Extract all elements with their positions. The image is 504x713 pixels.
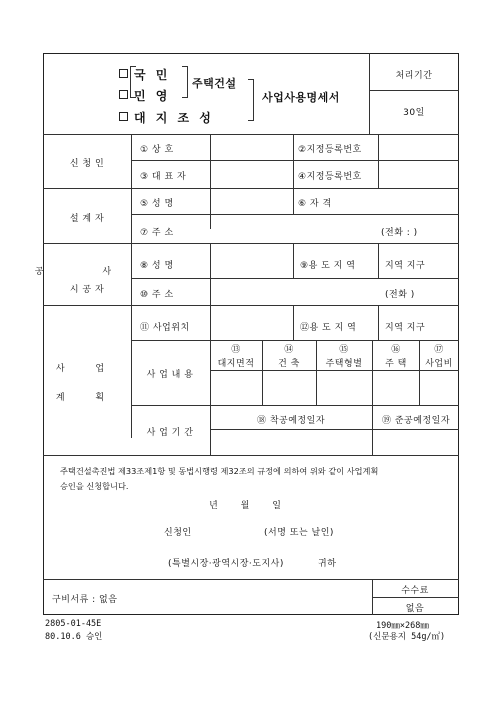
col-num: ⑮	[339, 345, 349, 355]
field-reg-no-4: ④지정등록번호	[298, 172, 362, 182]
checkbox-private[interactable]	[119, 90, 128, 99]
designer-label: 설 계 자	[69, 214, 105, 224]
paper-size: 190㎜×268㎜	[376, 621, 429, 631]
signature-note: (서명 또는 날인)	[264, 528, 334, 538]
fee-label: 수수료	[401, 586, 429, 596]
field-location: ⑪ 사업위치	[140, 323, 190, 333]
required-docs: 구비서류 : 없음	[52, 595, 118, 605]
project-zone: 지역 지구	[385, 323, 426, 333]
statement-line-1: 주택건설촉진법 제33조제1항 및 동법시행령 제32조의 규정에 의하여 위와 같이 사업계획	[60, 466, 379, 476]
designer-phone: (전화 : )	[381, 228, 418, 238]
contractor-label-1: 공 사	[34, 267, 140, 277]
col-name: 주 택	[385, 359, 407, 369]
col-name: 사업비	[425, 359, 453, 369]
field-designer-name: ⑤ 성 명	[140, 199, 174, 209]
col-name: 건 축	[278, 359, 300, 369]
bracket-right	[248, 79, 254, 121]
bracket-mid	[182, 66, 188, 98]
applicant-label: 신 청 인	[69, 159, 105, 169]
checkbox-land[interactable]	[119, 112, 128, 121]
checkbox-national[interactable]	[119, 69, 128, 78]
field-contractor-name: ⑧ 성 명	[140, 261, 174, 271]
processing-value: 30일	[403, 108, 425, 118]
applicant-sign-label: 신청인	[164, 528, 192, 538]
field-designer-address: ⑦ 주 소	[140, 228, 174, 238]
start-date-label: ⑱ 착공예정일자	[256, 416, 326, 426]
period-label: 사 업 기 간	[146, 428, 194, 438]
date-line: 년 월 일	[209, 501, 291, 511]
field-project-zoning: ⑫용 도 지 역	[300, 323, 357, 333]
form-frame	[43, 53, 459, 615]
project-label-2: 계 획	[55, 393, 119, 403]
field-contractor-address: ⑩ 주 소	[140, 290, 174, 300]
approval-date: 80.10.6 승인	[45, 632, 103, 642]
field-company: ① 상 호	[140, 145, 174, 155]
contractor-zone: 지역 지구	[385, 261, 426, 271]
form-code: 2805-01-45E	[45, 619, 102, 629]
col-num: ⑬	[231, 345, 241, 355]
type-land: 대 지 조 성	[134, 111, 214, 125]
col-name: 대지면적	[217, 359, 255, 369]
field-zoning: ⑨용 도 지 역	[300, 261, 356, 271]
col-num: ⑯	[391, 345, 401, 355]
paper-type: (신문용지 54g/㎡)	[368, 632, 446, 642]
contractor-phone: (전화 )	[385, 290, 415, 300]
processing-label: 처리기간	[395, 71, 433, 81]
form-title: 사업사용명세서	[262, 91, 340, 104]
statement-line-2: 승인을 신청합니다.	[60, 481, 129, 491]
content-label: 사 업 내 용	[146, 370, 194, 380]
col-num: ⑭	[284, 345, 294, 355]
field-reg-no-2: ②지정등록번호	[298, 145, 362, 155]
field-representative: ③ 대 표 자	[140, 172, 187, 182]
recipient: (특별시장·광역시장·도지사)	[168, 559, 284, 569]
type-national: 국 민	[134, 68, 171, 82]
project-label-1: 사 업	[55, 364, 119, 374]
title-housing: 주택건설	[192, 77, 237, 90]
honorific: 귀하	[318, 559, 337, 569]
contractor-label-2: 시 공 자	[69, 285, 105, 295]
end-date-label: ⑲ 준공예정일자	[381, 416, 451, 426]
field-qualification: ⑥ 자 격	[298, 199, 332, 209]
fee-value: 없음	[405, 604, 425, 614]
bracket-left	[130, 66, 136, 98]
col-name: 주택형별	[325, 359, 363, 369]
col-num: ⑰	[434, 345, 444, 355]
type-private: 민 영	[134, 89, 171, 103]
